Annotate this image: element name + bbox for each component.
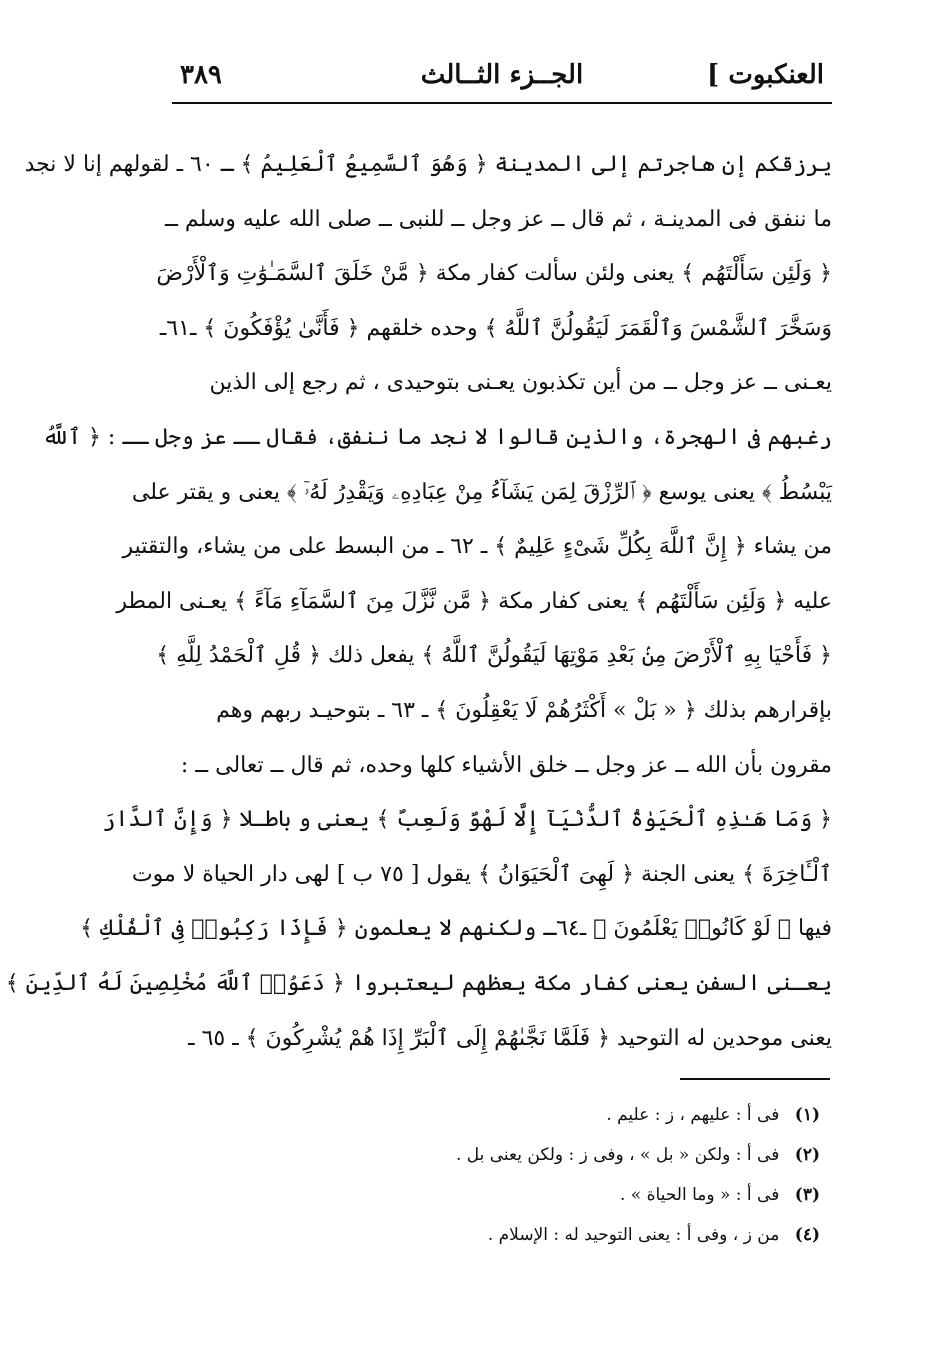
footnote [300,1215,820,1255]
text-line: ﴿ وَلَئِن سَأَلْتَهُم ﴾ يعنى ولئن سألت كفار مكة ﴿ مَّنْ خَلَقَ ٱلسَّمَـٰوَٰتِ وَٱلْأَرْضَ [156,261,832,287]
text-line: بإقرارهم بذلك ﴿ « بَلْ » أَكْثَرُهُمْ لَا يَعْقِلُونَ ﴾ ـ ٦٣ ـ بتوحيـد ربهم وهم [216,697,832,723]
text-line: ما ننفق فى المدينـة ، ثم قال ــ عز وجل ــ للنبى ــ صلى الله عليه وسلم ــ [165,206,832,232]
footnote [300,1175,820,1215]
text-line: يعنى موحدين له التوحيد ﴿ فَلَمَّا نَجَّىٰهُمْ إِلَى ٱلْبَرِّ إِذَا هُمْ يُشْرِكُونَ ﴾ ـ ٦٥ ـ [188,1025,832,1051]
text-line: ﴿ وَمَا هَـٰذِهِ ٱلْحَيَوٰةُ ٱلدُّنْيَآ إِلَّا لَهْوٌ وَلَعِبٌ ﴾ يعنى و باطـلا ﴿ وَإِنَّ ٱلدَّارَ [102,807,832,833]
text-line: يَبْسُطُ ﴾ يعنى يوسع ﴿ ٱلرِّزْقَ لِمَن يَشَآءُ مِنْ عِبَادِهِۦ وَيَقْدِرُ لَهُۥٓ ﴾ يعنى و يقتر على [131,479,832,505]
footnote-text: فى أ : عليهم ، ز : عليم . [606,1105,780,1125]
running-header [172,52,832,102]
footnote-marker: (٣) [794,1185,820,1205]
text-line: عليه ﴿ وَلَئِن سَأَلْتَهُم ﴾ يعنى كفار مكة ﴿ مَّن نَّزَّلَ مِنَ ٱلسَّمَآءِ مَآءً ﴾ يعـنى المطر [116,588,832,614]
header-volume-title: الجــزء الثــالث [420,60,584,90]
text-line: يعـنى ــ عز وجل ــ من أين تكذبون يعـنى بتوحيدى ، ثم رجع إلى الذين [209,370,832,396]
footnote-marker: (١) [794,1105,820,1125]
footnote-marker: (٢) [794,1145,820,1165]
footnote [300,1095,820,1135]
text-line: مقرون بأن الله ــ عز وجل ــ خلق الأشياء كلها وحده، ثم قال ــ تعالى ــ : [180,752,832,778]
footnote-text: فى أ : « وما الحياة » . [619,1185,780,1205]
text-line: ٱلْـَٔاخِرَةَ ﴾ يعنى الجنة ﴿ لَهِىَ ٱلْحَيَوَانُ ﴾ يقول [ ٧٥ ب ] لهى دار الحياة لا موت [131,861,832,887]
text-line: يعـنى السفن يعنى كفار مكة يعظهم ليعتبروا ﴿ دَعَوُا۟ ٱللَّهَ مُخْلِصِينَ لَهُ ٱلدِّينَ ﴾ [5,970,832,996]
text-line: وَسَخَّرَ ٱلشَّمْسَ وَٱلْقَمَرَ لَيَقُولُنَّ ٱللَّهُ ﴾ وحده خلقهم ﴿ فَأَنَّىٰ يُؤْفَكُونَ ﴾ ـ٦١ـ [159,315,832,341]
text-line: يرزقكم إن هاجرتم إلى المدينة ﴿ وَهُوَ ٱلسَّمِيعُ ٱلْعَلِيمُ ﴾ ـ ٦٠ ـ لقولهم إنا لا نجد [24,152,832,177]
page-number: ٣٨٩ [180,60,222,90]
text-line: رغبهم فى الهجرة، والذين قالوا لا نجد ما ننفق، فقال ــ عز وجل ــ : ﴿ ٱللَّهُ [42,424,832,450]
text-line: من يشاء ﴿ إِنَّ ٱللَّهَ بِكُلِّ شَىْءٍ عَلِيمٌ ﴾ ـ ٦٢ ـ من البسط على من يشاء، والتقتير [122,534,832,560]
text-line: ﴿ فَأَحْيَا بِهِ ٱلْأَرْضَ مِنۢ بَعْدِ مَوْتِهَا لَيَقُولُنَّ ٱللَّهُ ﴾ يفعل ذلك ﴿ قُلِ ٱلْحَمْدُ لِلَّهِ ﴾ [156,643,832,669]
footnotes [300,1095,820,1255]
header-divider [172,102,832,104]
text-line: فيها ﴿ لَوْ كَانُوا۟ يَعْلَمُونَ ﴾ ـ٦٤ـ ولكنهم لا يعلمون ﴿ فَإِذَا رَكِبُوا۟ فِى ٱلْفُلْكِ ﴾ [80,916,832,942]
header-surah-title: العنكبوت ] [707,60,824,90]
footnote-text: فى أ : ولكن « بل » ، وفى ز : ولكن يعنى بل . [455,1145,780,1165]
footnote-marker: (٤) [794,1225,820,1245]
footnote [300,1135,820,1175]
footnote-divider [680,1078,830,1080]
main-text [5,138,832,1066]
footnote-text: من ز ، وفى أ : يعنى التوحيد له : الإسلام . [487,1225,780,1245]
